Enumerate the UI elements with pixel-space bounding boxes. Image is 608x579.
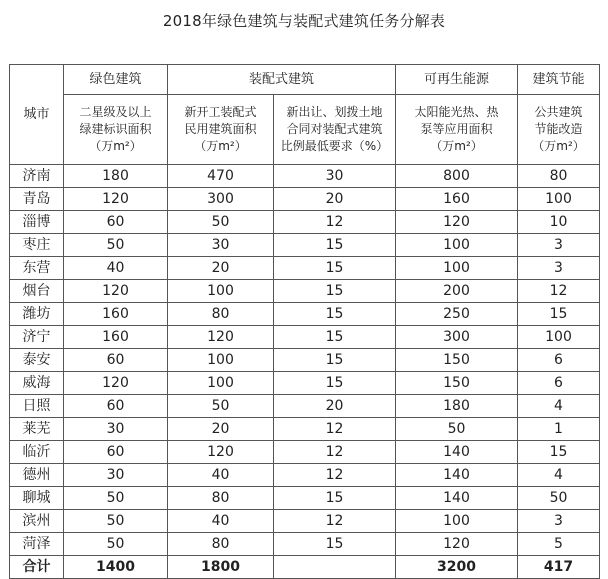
header-group-green-building: 绿色建筑 — [64, 65, 168, 95]
city-cell: 济南 — [10, 165, 64, 188]
city-cell: 威海 — [10, 372, 64, 395]
value-cell: 300 — [396, 326, 518, 349]
table-row — [10, 326, 600, 349]
value-cell: 30 — [64, 464, 168, 487]
header-sub-solar-area — [396, 95, 518, 165]
value-cell: 12 — [274, 510, 396, 533]
city-cell: 临沂 — [10, 441, 64, 464]
table-row — [10, 303, 600, 326]
value-cell: 120 — [168, 326, 274, 349]
value-cell: 140 — [396, 441, 518, 464]
table-row — [10, 188, 600, 211]
value-cell: 15 — [518, 441, 600, 464]
value-cell: 3 — [518, 510, 600, 533]
value-cell: 20 — [168, 418, 274, 441]
city-cell: 滨州 — [10, 510, 64, 533]
city-cell: 合计 — [10, 556, 64, 579]
city-cell: 德州 — [10, 464, 64, 487]
header-sub-prefab-ratio — [274, 95, 396, 165]
value-cell: 160 — [64, 303, 168, 326]
header-sub-line: 新开工装配式 — [184, 105, 257, 119]
value-cell: 100 — [518, 188, 600, 211]
value-cell: 800 — [396, 165, 518, 188]
value-cell: 1 — [518, 418, 600, 441]
value-cell: 40 — [64, 257, 168, 280]
city-cell: 日照 — [10, 395, 64, 418]
value-cell: 50 — [64, 234, 168, 257]
value-cell: 50 — [64, 510, 168, 533]
value-cell: 250 — [396, 303, 518, 326]
value-cell: 15 — [274, 326, 396, 349]
value-cell: 3 — [518, 234, 600, 257]
value-cell: 100 — [168, 372, 274, 395]
header-sub-line: （万m²） — [532, 139, 585, 153]
table-row — [10, 395, 600, 418]
value-cell: 160 — [396, 188, 518, 211]
header-group-renewable-energy: 可再生能源 — [396, 65, 518, 95]
value-cell: 6 — [518, 372, 600, 395]
value-cell: 180 — [396, 395, 518, 418]
value-cell: 120 — [168, 441, 274, 464]
header-sub-line: 民用建筑面积 — [184, 122, 257, 136]
value-cell: 50 — [168, 211, 274, 234]
total-row — [10, 556, 600, 579]
table-row — [10, 510, 600, 533]
table-row — [10, 165, 600, 188]
value-cell: 5 — [518, 533, 600, 556]
value-cell: 15 — [518, 303, 600, 326]
value-cell: 160 — [64, 326, 168, 349]
table-row — [10, 418, 600, 441]
value-cell: 150 — [396, 372, 518, 395]
value-cell: 15 — [274, 257, 396, 280]
value-cell: 1800 — [168, 556, 274, 579]
city-cell: 烟台 — [10, 280, 64, 303]
header-group-prefab-building: 装配式建筑 — [168, 65, 396, 95]
value-cell: 100 — [396, 510, 518, 533]
header-sub-line: 比例最低要求（%） — [280, 139, 389, 153]
value-cell: 3 — [518, 257, 600, 280]
value-cell: 60 — [64, 349, 168, 372]
value-cell: 120 — [396, 533, 518, 556]
value-cell: 80 — [168, 303, 274, 326]
table-row — [10, 441, 600, 464]
header-sub-line: 新出让、划拨土地 — [286, 105, 383, 119]
header-sub-retrofit-area — [518, 95, 600, 165]
value-cell: 12 — [274, 211, 396, 234]
city-cell: 菏泽 — [10, 533, 64, 556]
header-row-sub — [10, 95, 600, 165]
value-cell: 50 — [64, 487, 168, 510]
header-row-groups — [10, 65, 600, 95]
value-cell: 80 — [168, 487, 274, 510]
table-row — [10, 349, 600, 372]
value-cell: 1400 — [64, 556, 168, 579]
value-cell: 3200 — [396, 556, 518, 579]
value-cell: 120 — [64, 280, 168, 303]
value-cell: 15 — [274, 234, 396, 257]
value-cell: 80 — [518, 165, 600, 188]
value-cell: 50 — [64, 533, 168, 556]
value-cell: 140 — [396, 487, 518, 510]
value-cell: 150 — [396, 349, 518, 372]
value-cell: 100 — [168, 349, 274, 372]
value-cell — [274, 556, 396, 579]
table-row — [10, 234, 600, 257]
city-cell: 潍坊 — [10, 303, 64, 326]
table-row — [10, 211, 600, 234]
value-cell: 80 — [168, 533, 274, 556]
city-cell: 淄博 — [10, 211, 64, 234]
value-cell: 120 — [396, 211, 518, 234]
header-sub-line: 节能改造 — [534, 122, 583, 136]
value-cell: 100 — [518, 326, 600, 349]
header-sub-line: 二星级及以上 — [79, 105, 152, 119]
table-row — [10, 257, 600, 280]
header-sub-green-area — [64, 95, 168, 165]
header-sub-line: 合同对装配式建筑 — [286, 122, 383, 136]
value-cell: 50 — [168, 395, 274, 418]
value-cell: 120 — [64, 372, 168, 395]
city-cell: 泰安 — [10, 349, 64, 372]
task-table — [9, 64, 600, 579]
header-sub-line: 泵等应用面积 — [420, 122, 493, 136]
city-cell: 青岛 — [10, 188, 64, 211]
table-row — [10, 280, 600, 303]
value-cell: 30 — [168, 234, 274, 257]
value-cell: 100 — [168, 280, 274, 303]
city-cell: 东营 — [10, 257, 64, 280]
value-cell: 15 — [274, 280, 396, 303]
value-cell: 100 — [396, 234, 518, 257]
table-row — [10, 464, 600, 487]
value-cell: 60 — [64, 441, 168, 464]
value-cell: 30 — [274, 165, 396, 188]
value-cell: 470 — [168, 165, 274, 188]
value-cell: 4 — [518, 395, 600, 418]
value-cell: 15 — [274, 372, 396, 395]
value-cell: 417 — [518, 556, 600, 579]
value-cell: 60 — [64, 211, 168, 234]
value-cell: 40 — [168, 464, 274, 487]
value-cell: 15 — [274, 533, 396, 556]
value-cell: 50 — [396, 418, 518, 441]
value-cell: 50 — [518, 487, 600, 510]
value-cell: 300 — [168, 188, 274, 211]
header-sub-line: （万m²） — [89, 139, 142, 153]
city-cell: 济宁 — [10, 326, 64, 349]
table-row — [10, 533, 600, 556]
value-cell: 12 — [274, 464, 396, 487]
city-cell: 莱芜 — [10, 418, 64, 441]
value-cell: 4 — [518, 464, 600, 487]
value-cell: 100 — [396, 257, 518, 280]
value-cell: 15 — [274, 349, 396, 372]
value-cell: 15 — [274, 303, 396, 326]
header-sub-line: 太阳能光热、热 — [414, 105, 499, 119]
value-cell: 30 — [64, 418, 168, 441]
header-group-energy-saving: 建筑节能 — [518, 65, 600, 95]
value-cell: 40 — [168, 510, 274, 533]
value-cell: 12 — [518, 280, 600, 303]
table-row — [10, 487, 600, 510]
value-cell: 12 — [274, 418, 396, 441]
value-cell: 60 — [64, 395, 168, 418]
header-sub-line: 公共建筑 — [534, 105, 583, 119]
city-cell: 聊城 — [10, 487, 64, 510]
value-cell: 20 — [168, 257, 274, 280]
value-cell: 120 — [64, 188, 168, 211]
value-cell: 180 — [64, 165, 168, 188]
page-title: 2018年绿色建筑与装配式建筑任务分解表 — [162, 12, 446, 30]
value-cell: 10 — [518, 211, 600, 234]
value-cell: 6 — [518, 349, 600, 372]
value-cell: 140 — [396, 464, 518, 487]
value-cell: 15 — [274, 487, 396, 510]
value-cell: 12 — [274, 441, 396, 464]
value-cell: 200 — [396, 280, 518, 303]
city-cell: 枣庄 — [10, 234, 64, 257]
header-sub-line: （万m²） — [430, 139, 483, 153]
header-sub-line: （万m²） — [194, 139, 247, 153]
table-row — [10, 372, 600, 395]
value-cell: 20 — [274, 395, 396, 418]
value-cell: 20 — [274, 188, 396, 211]
header-sub-prefab-area — [168, 95, 274, 165]
header-city: 城市 — [10, 65, 64, 165]
header-sub-line: 绿建标识面积 — [79, 122, 152, 136]
